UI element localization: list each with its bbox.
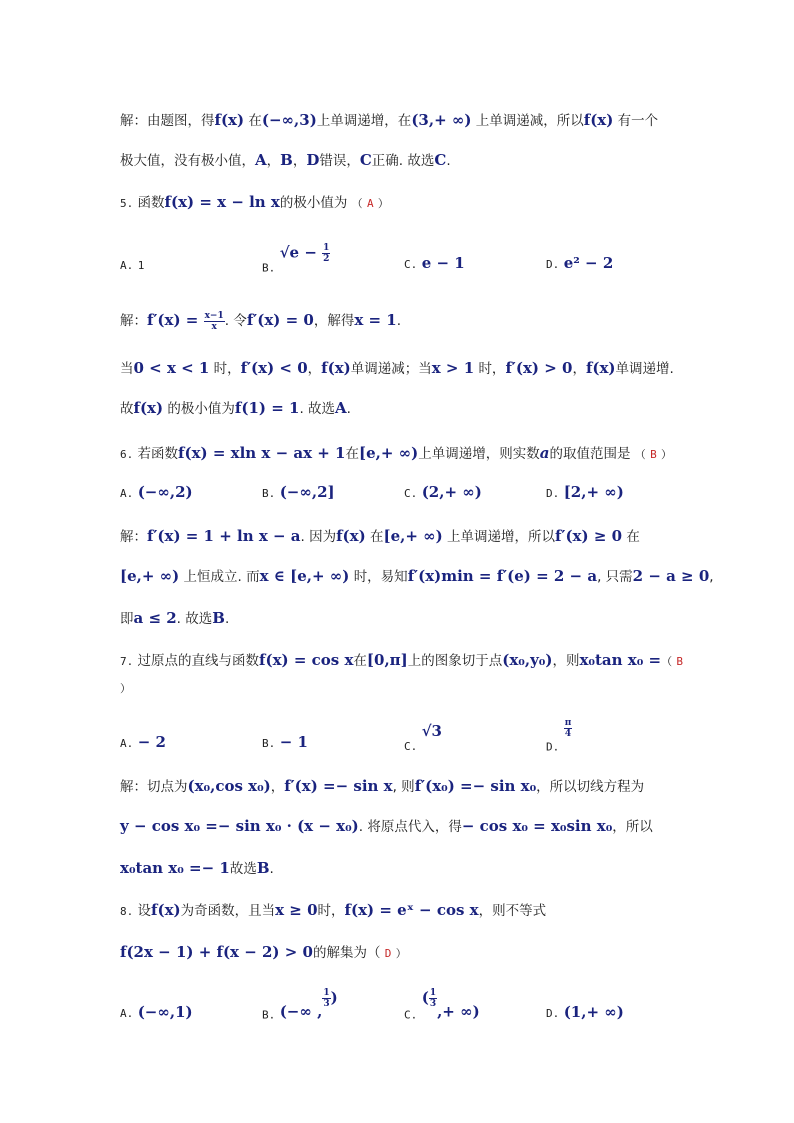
text: 即 bbox=[120, 611, 134, 627]
solution-q6-line2 bbox=[120, 566, 714, 587]
text: ， bbox=[266, 153, 281, 169]
fraction bbox=[322, 988, 330, 1009]
question-number: 5. bbox=[120, 197, 134, 210]
solution-q5-line3 bbox=[120, 398, 351, 419]
text: 时，易知 bbox=[353, 569, 408, 585]
math: f(x) = xln x − ax + 1 bbox=[178, 444, 346, 462]
text: , bbox=[709, 569, 714, 585]
denominator: x bbox=[211, 321, 217, 332]
paren: ） bbox=[395, 947, 407, 960]
option-label: C. bbox=[404, 1008, 418, 1022]
text: 故选 bbox=[229, 861, 257, 877]
math: f′(x) =− sin x bbox=[284, 777, 393, 795]
text: 时， bbox=[317, 903, 345, 919]
text: 为奇函数，且当 bbox=[180, 903, 276, 919]
math: f(x) = eˣ − cos x bbox=[344, 901, 479, 919]
text: 解： bbox=[120, 529, 147, 545]
text: ， bbox=[307, 361, 322, 377]
solution-q4-line2 bbox=[120, 150, 451, 171]
question-7 bbox=[120, 650, 683, 672]
text: 解：由题图，得 bbox=[120, 113, 215, 129]
question-7-close bbox=[120, 678, 131, 699]
math: (2,+ ∞) bbox=[421, 483, 482, 501]
math: 2 − a ≥ 0 bbox=[632, 567, 710, 585]
text: 单调递增. bbox=[615, 361, 674, 377]
text: . bbox=[224, 611, 230, 627]
fraction bbox=[204, 311, 225, 332]
q5-option-b bbox=[262, 243, 330, 275]
math: f′(x) = bbox=[147, 311, 204, 329]
q8-option-a bbox=[120, 1003, 193, 1021]
text: 在 bbox=[248, 113, 262, 129]
q5-option-d bbox=[546, 254, 613, 272]
paren: （ bbox=[351, 197, 363, 210]
math: f(x) = x − ln x bbox=[164, 193, 280, 211]
math: f′(x) = 1 + ln x − a bbox=[147, 527, 301, 545]
paren: ） bbox=[661, 448, 672, 461]
math: f(x) bbox=[321, 359, 351, 377]
text: . 因为 bbox=[300, 529, 337, 545]
math: f(x) bbox=[585, 359, 616, 377]
math: (−∞,1) bbox=[137, 1003, 193, 1021]
math: − 1 bbox=[279, 733, 308, 751]
math: x = 1 bbox=[354, 311, 397, 329]
text: ，解得 bbox=[313, 313, 355, 329]
math: x₀tan x₀ =− 1 bbox=[120, 859, 230, 877]
text: . 故选 bbox=[299, 401, 336, 417]
text: 过原点的直线与函数 bbox=[137, 653, 260, 669]
math: e − 1 bbox=[421, 254, 465, 272]
q6-option-d bbox=[546, 483, 624, 501]
math: B bbox=[280, 151, 293, 169]
solution-q7-line2 bbox=[120, 816, 653, 837]
option-label: B. bbox=[262, 737, 276, 750]
text: 上单调递增，则实数 bbox=[418, 446, 540, 462]
text: 若函数 bbox=[137, 446, 179, 462]
option-label: A. bbox=[120, 259, 134, 272]
answer: B bbox=[650, 448, 657, 461]
math: C bbox=[434, 151, 447, 169]
math: (1,+ ∞) bbox=[563, 1003, 624, 1021]
option-label: D. bbox=[546, 1007, 560, 1020]
math: √e − bbox=[279, 243, 323, 262]
option-label: B. bbox=[262, 1008, 276, 1022]
math: a bbox=[539, 444, 550, 462]
text: . 将原点代入，得 bbox=[358, 819, 462, 835]
math: e² − 2 bbox=[563, 254, 614, 272]
math: f′(x₀) =− sin x₀ bbox=[414, 777, 537, 795]
question-number: 8. bbox=[120, 905, 134, 918]
q6-option-c bbox=[404, 483, 482, 501]
text: 的解集为（ bbox=[312, 945, 381, 961]
math: f(x) = cos x bbox=[259, 651, 354, 669]
denominator: 2 bbox=[323, 254, 330, 264]
text: ，所以 bbox=[612, 819, 653, 835]
math: (−∞ , bbox=[279, 1002, 323, 1021]
answer: D bbox=[384, 947, 392, 960]
math: (−∞,2] bbox=[279, 483, 335, 501]
option-value: 1 bbox=[137, 259, 145, 272]
math: x ∈ [e,+ ∞) bbox=[259, 567, 350, 585]
text: 上恒成立. 而 bbox=[183, 569, 260, 585]
numerator: x−1 bbox=[204, 310, 224, 321]
text: 解：切点为 bbox=[120, 779, 188, 795]
question-5 bbox=[120, 192, 389, 214]
question-8-line2 bbox=[120, 942, 407, 964]
math: f(2x − 1) + f(x − 2) > 0 bbox=[120, 943, 313, 961]
math: 0 < x < 1 bbox=[133, 359, 210, 377]
solution-q4-line1 bbox=[120, 110, 658, 131]
numerator: 1 bbox=[323, 243, 330, 253]
solution-q5-line2 bbox=[120, 358, 674, 379]
option-label: B. bbox=[262, 261, 276, 275]
math: ) bbox=[330, 988, 338, 1007]
math: a ≤ 2 bbox=[133, 609, 177, 627]
option-label: C. bbox=[404, 258, 418, 271]
text: ， bbox=[270, 779, 285, 795]
answer: A bbox=[366, 197, 374, 210]
text: 有一个 bbox=[617, 113, 659, 129]
question-6 bbox=[120, 443, 672, 465]
text: 当 bbox=[120, 361, 134, 377]
text: 故 bbox=[120, 401, 134, 417]
math: f(1) = 1 bbox=[234, 399, 300, 417]
option-label: C. bbox=[404, 487, 418, 500]
text: 在 bbox=[345, 446, 359, 462]
q8-option-b bbox=[262, 988, 338, 1022]
text: . 令 bbox=[224, 313, 247, 329]
math: f(x) bbox=[151, 901, 181, 919]
math: [0,π] bbox=[366, 651, 408, 669]
text: 上单调递增，在 bbox=[316, 113, 412, 129]
text: 在 bbox=[626, 529, 640, 545]
solution-q7-line1 bbox=[120, 776, 644, 797]
text: 正确. 故选 bbox=[371, 153, 435, 169]
text: , 只需 bbox=[597, 569, 633, 585]
option-label: C. bbox=[404, 740, 418, 753]
text: 解： bbox=[120, 313, 147, 329]
q8-option-c bbox=[404, 988, 480, 1022]
numerator: 1 bbox=[429, 988, 437, 998]
denominator: 3 bbox=[323, 999, 330, 1009]
math: [2,+ ∞) bbox=[563, 483, 624, 501]
text: 的极小值为 bbox=[279, 195, 348, 211]
paren: ） bbox=[120, 682, 131, 695]
math: √3 bbox=[421, 722, 442, 740]
text: 上的图象切于点 bbox=[407, 653, 503, 669]
option-label: D. bbox=[546, 487, 560, 500]
math: A bbox=[335, 399, 347, 417]
text: 在 bbox=[353, 653, 367, 669]
fraction bbox=[322, 243, 330, 264]
option-label: A. bbox=[120, 1007, 134, 1020]
text: 的取值范围是 bbox=[549, 446, 631, 462]
math: f(x) bbox=[336, 527, 366, 545]
q8-option-d bbox=[546, 1003, 624, 1021]
q7-option-a bbox=[120, 733, 166, 751]
text: ，则不等式 bbox=[478, 903, 547, 919]
paren: （ bbox=[661, 655, 673, 668]
text: . 故选 bbox=[176, 611, 213, 627]
text: 在 bbox=[370, 529, 384, 545]
text: 设 bbox=[137, 903, 152, 919]
paren: ） bbox=[377, 197, 389, 210]
text: . bbox=[269, 861, 274, 877]
q7-option-b bbox=[262, 733, 308, 751]
numerator: π bbox=[564, 718, 572, 728]
option-label: B. bbox=[262, 487, 276, 500]
fraction bbox=[564, 718, 573, 739]
math: (x₀,cos x₀) bbox=[187, 777, 271, 795]
text: 极大值，没有极小值， bbox=[120, 153, 255, 169]
math: f′(x) ≥ 0 bbox=[555, 527, 623, 545]
text: 上单调递减，所以 bbox=[475, 113, 584, 129]
math: y − cos x₀ =− sin x₀ · (x − x₀) bbox=[120, 817, 359, 835]
math: (3,+ ∞) bbox=[411, 111, 472, 129]
text: 时， bbox=[478, 361, 506, 377]
option-label: D. bbox=[546, 740, 560, 754]
math: f′(x) > 0 bbox=[505, 359, 573, 377]
math: C bbox=[359, 151, 372, 169]
answer: B bbox=[676, 655, 683, 668]
math: − cos x₀ = x₀sin x₀ bbox=[461, 817, 613, 835]
text: ，则 bbox=[552, 653, 580, 669]
text: 错误， bbox=[319, 153, 360, 169]
text: 时， bbox=[213, 361, 241, 377]
q7-option-d bbox=[546, 718, 572, 754]
math: ,+ ∞) bbox=[437, 1002, 480, 1021]
solution-q5-line1 bbox=[120, 310, 401, 332]
math: D bbox=[306, 151, 320, 169]
text: . bbox=[446, 153, 451, 169]
question-number: 7. bbox=[120, 655, 134, 668]
solution-q7-line3 bbox=[120, 858, 274, 879]
math: [e,+ ∞) bbox=[120, 567, 180, 585]
math: − 2 bbox=[137, 733, 166, 751]
text: ， bbox=[572, 361, 586, 377]
question-8 bbox=[120, 900, 546, 922]
q5-option-a bbox=[120, 257, 144, 273]
q6-option-a bbox=[120, 483, 193, 501]
option-label: A. bbox=[120, 737, 134, 750]
math: B bbox=[212, 609, 225, 627]
fraction bbox=[429, 988, 437, 1009]
text: 单调递减；当 bbox=[350, 361, 432, 377]
math: x > 1 bbox=[431, 359, 475, 377]
math: f(x) bbox=[133, 399, 164, 417]
math: f(x) bbox=[583, 111, 614, 129]
denominator: 4 bbox=[564, 729, 572, 739]
math: (x₀,y₀) bbox=[502, 651, 553, 669]
text: . bbox=[396, 313, 402, 329]
option-label: A. bbox=[120, 487, 134, 500]
numerator: 1 bbox=[323, 988, 330, 998]
q5-option-c bbox=[404, 254, 465, 272]
option-label: D. bbox=[546, 258, 560, 271]
solution-q6-line3 bbox=[120, 608, 229, 629]
paren: （ bbox=[634, 448, 646, 461]
text: , 则 bbox=[392, 779, 415, 795]
math: f(x) bbox=[214, 111, 245, 129]
q7-option-c bbox=[404, 722, 442, 753]
math: (−∞,2) bbox=[137, 483, 193, 501]
denominator: 3 bbox=[429, 999, 437, 1009]
math: A bbox=[255, 151, 267, 169]
text: . bbox=[346, 401, 351, 417]
text: ，所以切线方程为 bbox=[536, 779, 645, 795]
math: ( bbox=[421, 988, 429, 1007]
math: [e,+ ∞) bbox=[383, 527, 443, 545]
text: 上单调递增，所以 bbox=[447, 529, 556, 545]
text: ， bbox=[292, 153, 307, 169]
text: 函数 bbox=[137, 195, 165, 211]
math: x ≥ 0 bbox=[275, 901, 318, 919]
math: B bbox=[256, 859, 270, 877]
question-number: 6. bbox=[120, 448, 134, 461]
math: (−∞,3) bbox=[261, 111, 317, 129]
q6-option-b bbox=[262, 483, 335, 501]
text: 的极小值为 bbox=[167, 401, 235, 417]
math: f′(x)min = f′(e) = 2 − a bbox=[407, 567, 598, 585]
solution-q6-line1 bbox=[120, 526, 640, 547]
math: [e,+ ∞) bbox=[359, 444, 419, 462]
math: f′(x) = 0 bbox=[246, 311, 314, 329]
math: x₀tan x₀ = bbox=[579, 651, 662, 669]
math: f′(x) < 0 bbox=[240, 359, 308, 377]
